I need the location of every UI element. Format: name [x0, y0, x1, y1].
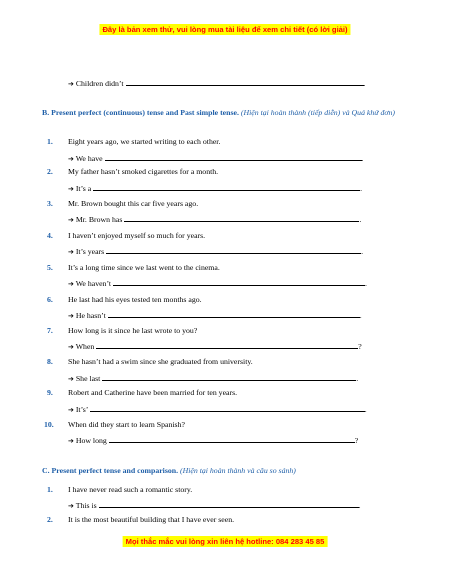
answer-end: . — [364, 405, 367, 414]
item-sentence: I have never read such a romantic story. — [68, 485, 193, 494]
answer-blank[interactable] — [102, 372, 359, 383]
item-sentence: He last had his eyes tested ten months ago. — [68, 295, 202, 304]
item-number: 2. — [47, 167, 53, 176]
answer-end: . — [365, 279, 367, 288]
item-sentence: Robert and Catherine have been married for ten years. — [68, 388, 238, 397]
answer-blank[interactable] — [106, 245, 364, 256]
answer-end: ? — [354, 436, 359, 445]
section-b-title: B. Present perfect (continuous) tense and Past simple tense. — [42, 108, 239, 117]
answer-prefix: It’s years — [75, 247, 105, 256]
answer-blank[interactable] — [90, 403, 365, 412]
arrow-icon: ➔ — [68, 248, 74, 256]
arrow-icon: ➔ — [68, 502, 74, 510]
answer-end: . — [361, 154, 364, 163]
arrow-icon: ➔ — [68, 80, 74, 88]
answer-blank[interactable] — [113, 277, 365, 286]
answer-end: . — [361, 247, 364, 256]
answer-line — [68, 499, 361, 511]
item-sentence: Mr. Brown bought this car five years ago. — [68, 199, 199, 208]
arrow-icon: ➔ — [68, 343, 74, 351]
answer-blank[interactable] — [124, 213, 362, 224]
answer-line — [68, 213, 361, 225]
answer-blank[interactable] — [126, 77, 364, 86]
answer-blank[interactable] — [105, 152, 362, 161]
preview-notice-banner: Đây là bản xem thử, vui lòng mua tài liệu để xem chi tiết (có lời giải) — [99, 24, 350, 35]
arrow-icon: ➔ — [68, 437, 74, 445]
answer-prefix: It’s’ — [75, 405, 88, 414]
item-number: 6. — [47, 295, 53, 304]
item-number: 7. — [47, 326, 53, 335]
answer-line — [68, 182, 362, 194]
arrow-icon: ➔ — [68, 375, 74, 383]
arrow-icon: ➔ — [68, 185, 74, 193]
section-c-title: C. Present perfect tense and comparison. — [42, 466, 179, 475]
item-number: 8. — [47, 357, 53, 366]
answer-end: . — [356, 374, 359, 383]
arrow-icon: ➔ — [68, 216, 74, 224]
item-sentence: It is the most beautiful building that I have ever seen. — [68, 515, 235, 524]
hotline-banner: Mọi thắc mắc vui lòng xin liên hệ hotline: 084 283 45 85 — [123, 536, 328, 547]
item-number: 3. — [47, 199, 53, 208]
answer-line — [68, 403, 367, 415]
item-number: 2. — [47, 515, 53, 524]
item-number: 4. — [47, 231, 53, 240]
answer-end: . — [358, 501, 361, 510]
answer-end: . — [359, 215, 362, 224]
arrow-icon: ➔ — [68, 406, 74, 414]
arrow-icon: ➔ — [68, 155, 74, 163]
answer-end: . — [359, 311, 362, 320]
section-b-heading — [42, 108, 422, 118]
arrow-icon: ➔ — [68, 312, 74, 320]
item-number: 9. — [47, 388, 53, 397]
answer-line-prev — [68, 77, 365, 89]
answer-line — [68, 309, 362, 321]
answer-blank[interactable] — [108, 309, 360, 318]
answer-prefix: How long — [75, 436, 107, 445]
answer-line — [68, 372, 358, 384]
answer-prefix: When — [75, 342, 95, 351]
answer-end: ? — [358, 342, 362, 351]
answer-line — [68, 340, 362, 352]
answer-blank[interactable] — [96, 340, 358, 349]
answer-line — [68, 277, 367, 289]
item-sentence: How long is it since he last wrote to you? — [68, 326, 198, 335]
answer-blank[interactable] — [93, 182, 363, 193]
answer-prefix: Mr. Brown has — [75, 215, 123, 224]
answer-line — [68, 245, 363, 257]
item-number: 1. — [47, 485, 53, 494]
item-sentence: She hasn’t had a swim since she graduated from university. — [68, 357, 253, 366]
item-sentence: Eight years ago, we started writing to each other. — [68, 137, 221, 146]
item-sentence: I haven’t enjoyed myself so much for years. — [68, 231, 206, 240]
section-c-heading — [42, 466, 422, 476]
answer-prefix: Children didn’t — [75, 79, 124, 88]
answer-prefix: We haven’t — [75, 279, 112, 288]
answer-end: . — [363, 79, 366, 88]
answer-line — [68, 152, 363, 164]
item-number: 5. — [47, 263, 53, 272]
section-b-subtitle: (Hiện tại hoàn thành (tiếp diễn) và Quá khứ đơn) — [240, 108, 396, 117]
answer-prefix: It’s a — [75, 184, 92, 193]
item-sentence: My father hasn’t smoked cigarettes for a month. — [68, 167, 219, 176]
answer-blank[interactable] — [109, 434, 355, 443]
arrow-icon: ➔ — [68, 280, 74, 288]
section-c-subtitle: (Hiện tại hoàn thành và câu so sánh) — [180, 466, 296, 475]
answer-blank[interactable] — [99, 499, 359, 508]
item-sentence: When did they start to learn Spanish? — [68, 420, 185, 429]
answer-prefix: We have — [75, 154, 103, 163]
answer-prefix: She last — [75, 374, 101, 383]
item-sentence: It’s a long time since we last went to the cinema. — [68, 263, 220, 272]
item-number: 10. — [44, 420, 54, 429]
answer-prefix: He hasn’t — [75, 311, 106, 320]
item-number: 1. — [47, 137, 53, 146]
answer-prefix: This is — [75, 501, 97, 510]
answer-line — [68, 434, 358, 446]
answer-end: . — [360, 184, 363, 193]
